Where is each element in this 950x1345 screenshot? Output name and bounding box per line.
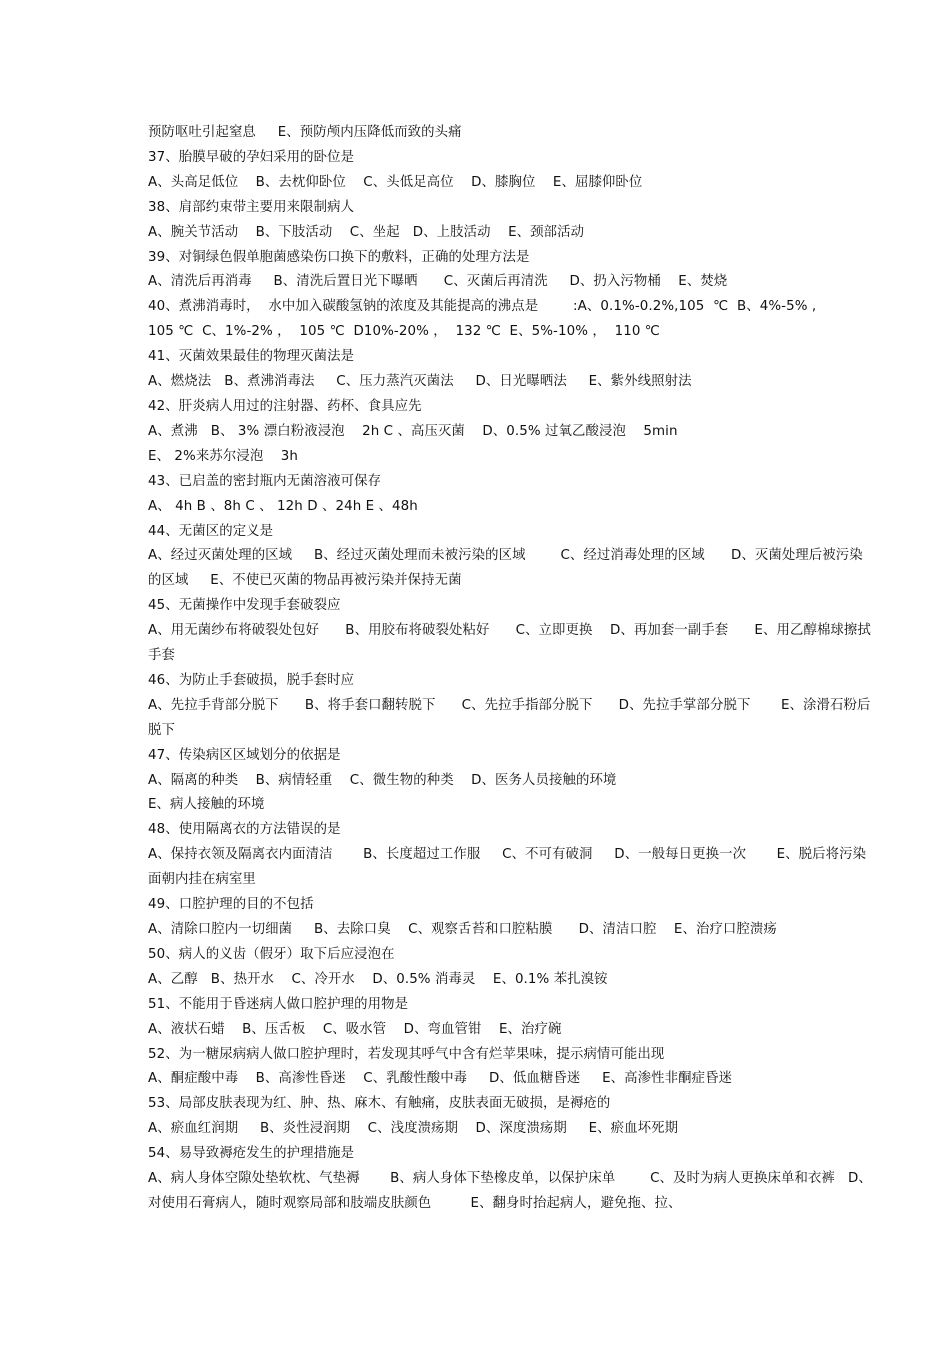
text-line: 51、不能用于昏迷病人做口腔护理的用物是 [148, 996, 409, 1012]
text-line: 105 ℃ C、1%-2% ， 105 ℃ D10%-20% ， 132 ℃ E、5%-10% ， 110 ℃ [148, 324, 660, 340]
text-line: A、乙醇 B、热开水 C、冷开水 D、0.5% 消毒灵 E、0.1% 苯扎溴铵 [148, 971, 608, 987]
text-line: A、液状石蜡 B、压舌板 C、吸水管 D、弯血管钳 E、治疗碗 [148, 1021, 562, 1037]
text-line: 预防呕吐引起窒息 E、预防颅内压降低而致的头痛 [148, 125, 462, 140]
text-line: 41、灭菌效果最佳的物理灭菌法是 [148, 349, 355, 365]
text-line: 46、为防止手套破损，脱手套时应 [148, 672, 355, 688]
text-line: 50、病人的义齿（假牙）取下后应浸泡在 [148, 946, 395, 962]
text-line: A、 4h B 、8h C 、 12h D 、24h E 、48h [148, 498, 418, 514]
text-line: A、用无菌纱布将破裂处包好 B、用胶布将破裂处粘好 C、立即更换 D、再加套一副手套 E、用乙醇棉球擦拭手套 [148, 623, 871, 664]
text-line: A、酮症酸中毒 B、高渗性昏迷 C、乳酸性酸中毒 D、低血糖昏迷 E、高渗性非酮症昏迷 [148, 1071, 733, 1087]
text-line: 37、胎膜早破的孕妇采用的卧位是 [148, 149, 355, 165]
text-line: A、腕关节活动 B、下肢活动 C、坐起 D、上肢活动 E、颈部活动 [148, 224, 585, 240]
text-line: 44、无菌区的定义是 [148, 523, 274, 539]
document-body [148, 121, 872, 1217]
text-line: A、隔离的种类 B、病情轻重 C、微生物的种类 D、医务人员接触的环境 [148, 772, 617, 788]
text-line: 47、传染病区区域划分的依据是 [148, 747, 341, 763]
text-line: 43、已启盖的密封瓶内无菌溶液可保存 [148, 473, 382, 489]
text-line: 52、为一糖尿病病人做口腔护理时，若发现其呼气中含有烂苹果味，提示病情可能出现 [148, 1046, 665, 1062]
text-line: A、先拉手背部分脱下 B、将手套口翻转脱下 C、先拉手指部分脱下 D、先拉手掌部分脱下 E、涂滑石粉后脱下 [148, 697, 871, 738]
text-line: A、瘀血红润期 B、炎性浸润期 C、浅度溃疡期 D、深度溃疡期 E、瘀血坏死期 [148, 1121, 679, 1137]
text-line: 49、口腔护理的目的不包括 [148, 897, 314, 913]
text-line: 53、局部皮肤表现为红、肿、热、麻木、有触痛，皮肤表面无破损，是褥疮的 [148, 1096, 611, 1112]
text-line: A、煮沸 B、 3% 漂白粉液浸泡 2h C 、高压灭菌 D、0.5% 过氧乙酸浸泡 5min [148, 423, 678, 439]
text-line: A、经过灭菌处理的区域 B、经过灭菌处理而未被污染的区域 C、经过消毒处理的区域 D、灭菌处理后被污染的区域 E、不使已灭菌的物品再被污染并保持无菌 [148, 548, 863, 589]
text-line: A、清洗后再消毒 B、清洗后置日光下曝晒 C、灭菌后再清洗 D、扔入污物桶 E、焚烧 [148, 274, 728, 290]
text-line: A、燃烧法 B、煮沸消毒法 C、压力蒸汽灭菌法 D、日光曝晒法 E、紫外线照射法 [148, 374, 692, 390]
text-line: 42、肝炎病人用过的注射器、药杯、食具应先 [148, 398, 422, 414]
text-line: E、 2%来苏尔浸泡 3h [148, 448, 298, 464]
text-line: E、病人接触的环境 [148, 797, 265, 813]
text-line: A、病人身体空隙处垫软枕、气垫褥 B、病人身体下垫橡皮单，以保护床单 C、及时为病人更换床单和衣裤 D、对使用石膏病人，随时观察局部和肢端皮肤颜色 E、翻身时抬起病人，避免拖、拉、 [148, 1171, 872, 1211]
text-line: 48、使用隔离衣的方法错误的是 [148, 822, 341, 838]
text-line: 38、肩部约束带主要用来限制病人 [148, 199, 355, 215]
text-line: 39、对铜绿色假单胞菌感染伤口换下的敷料，正确的处理方法是 [148, 249, 530, 265]
text-line: 45、无菌操作中发现手套破裂应 [148, 598, 341, 614]
text-line: A、头高足低位 B、去枕仰卧位 C、头低足高位 D、膝胸位 E、屈膝仰卧位 [148, 174, 643, 190]
text-line: 40、煮沸消毒时， 水中加入碳酸氢钠的浓度及其能提高的沸点是 :A、0.1%-0.2%,105 ℃ B、4%-5% , [148, 299, 817, 315]
text-line: A、清除口腔内一切细菌 B、去除口臭 C、观察舌苔和口腔粘膜 D、清洁口腔 E、治疗口腔溃疡 [148, 922, 777, 937]
text-line: A、保持衣领及隔离衣内面清洁 B、长度超过工作服 C、不可有破洞 D、一般每日更换一次 E、脱后将污染面朝内挂在病室里 [148, 847, 867, 888]
text-line: 54、易导致褥疮发生的护理措施是 [148, 1146, 355, 1162]
